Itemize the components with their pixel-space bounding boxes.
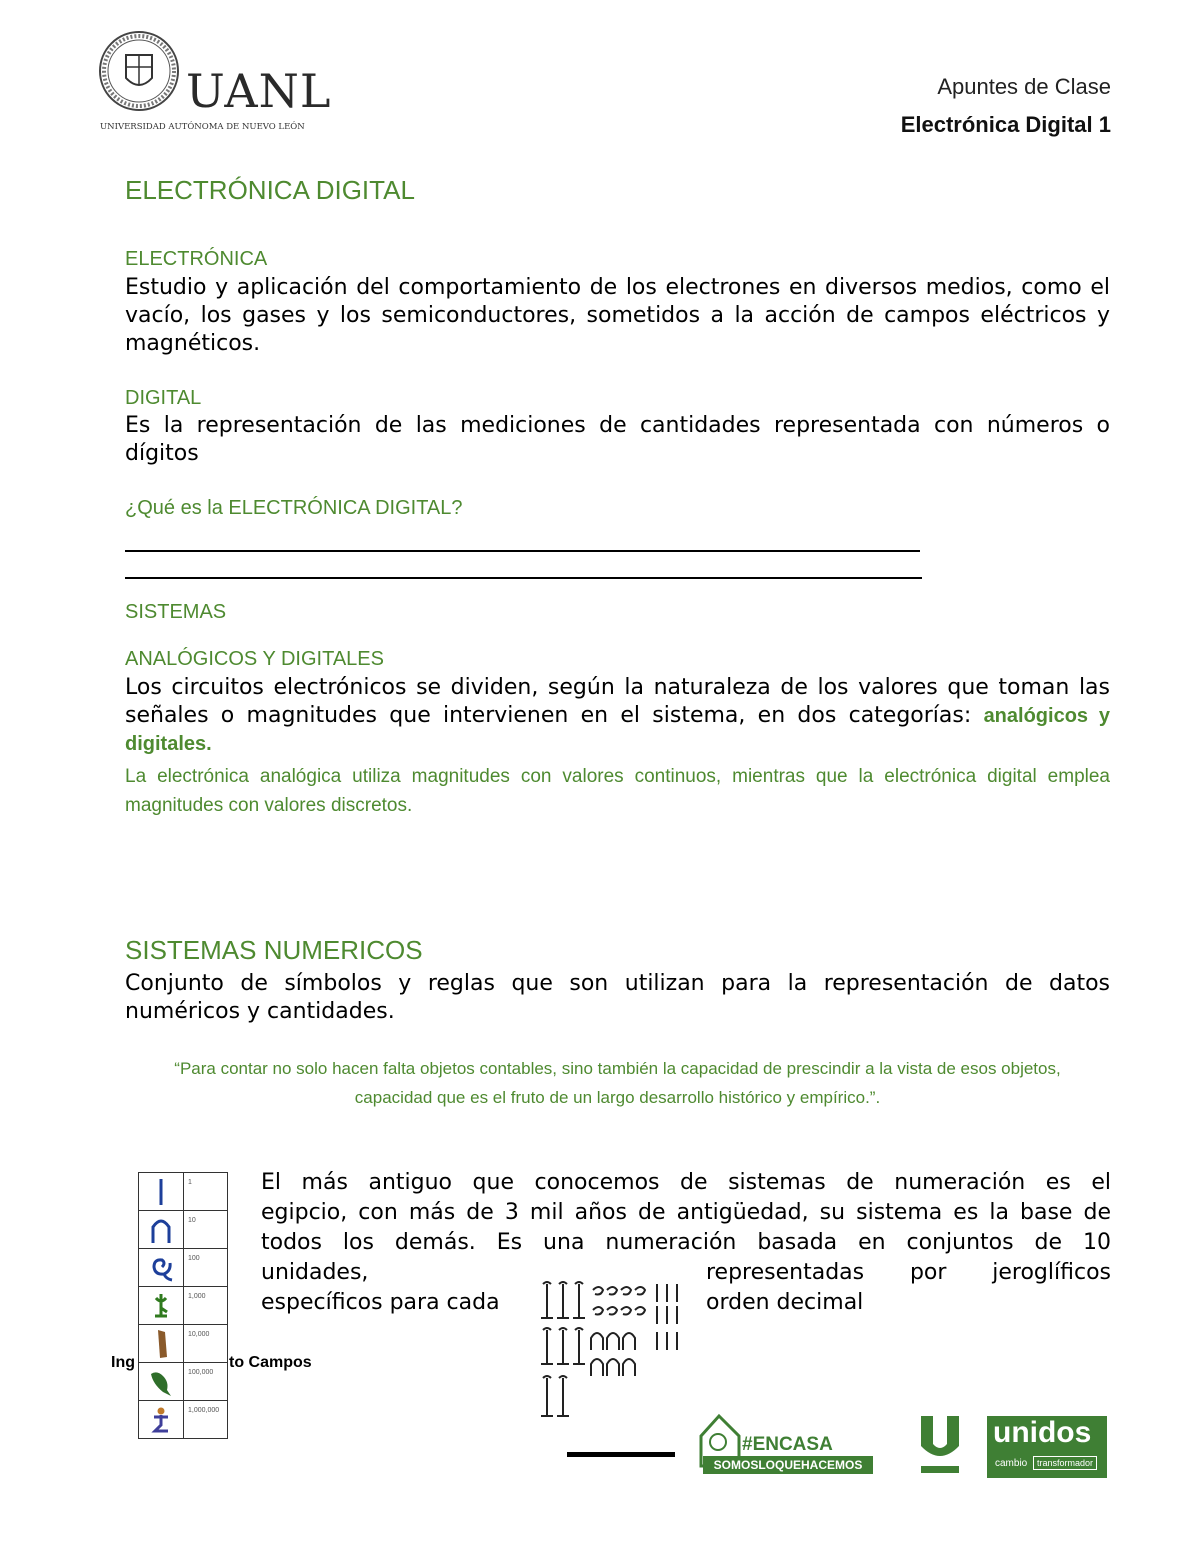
encasa-text: #ENCASA	[742, 1434, 833, 1455]
somos-banner: SOMOSLOQUEHACEMOS	[703, 1456, 873, 1474]
electronica-definition: Estudio y aplicación del comportamiento de los electrones en diversos medios, como el vacío, los gases y los semiconductores, sometidos a la acción de campos eléctricos y magnéticos.	[125, 275, 1110, 356]
underline-bar	[567, 1452, 675, 1457]
u-logo	[917, 1414, 963, 1476]
table-row	[139, 1363, 227, 1401]
header-course-name: Electrónica Digital 1	[900, 112, 1111, 137]
tadpole-hieroglyph-icon	[147, 1366, 175, 1398]
answer-line-2	[125, 577, 922, 579]
u-letter-icon	[917, 1414, 963, 1464]
unidos-text: unidos	[993, 1416, 1092, 1449]
lotus-hieroglyph-icon	[149, 1290, 173, 1322]
egipcio-line-5b: orden decimal	[706, 1290, 864, 1315]
table-row	[139, 1287, 227, 1325]
egipcio-line-1: El más antiguo que conocemos de sistemas de numeración es el	[261, 1170, 1111, 1195]
digital-definition: Es la representación de las mediciones de cantidades representada con números o dígitos	[125, 413, 1110, 466]
logo-subtext: UNIVERSIDAD AUTÓNOMA DE NUEVO LEÓN	[100, 122, 305, 132]
page-title: ELECTRÓNICA DIGITAL	[125, 175, 415, 205]
analogicos-definition: Los circuitos electrónicos se dividen, según la naturaleza de los valores que toman las señales o magnitudes que intervienen en el sistema, en dos categorías:	[125, 675, 1110, 728]
analog-vs-digital-note: La electrónica analógica utiliza magnitudes con valores continuos, mientras que la electrónica digital emplea magnitudes con valores discretos.	[125, 766, 1110, 816]
table-value: 10	[188, 1217, 196, 1224]
stroke-hieroglyph-icon	[151, 1177, 171, 1207]
egipcio-line-4b: representadas por jeroglíficos	[706, 1260, 1111, 1285]
university-seal-icon	[98, 30, 180, 112]
table-value: 10,000	[188, 1331, 210, 1338]
section-heading-numericos: SISTEMAS NUMERICOS	[125, 935, 423, 965]
header-course-type: Apuntes de Clase	[937, 74, 1111, 99]
answer-line-1	[125, 550, 920, 552]
kneeling-god-hieroglyph-icon	[148, 1405, 174, 1435]
cambio-text: cambio	[995, 1458, 1028, 1469]
table-row	[139, 1173, 227, 1211]
caption-right-fragment: to Campos	[229, 1354, 312, 1371]
logo-wordmark: UANL	[186, 64, 332, 118]
table-row	[139, 1249, 227, 1287]
egyptian-numerals-table	[138, 1172, 228, 1439]
table-row	[139, 1401, 227, 1438]
egyptian-number-example-icon	[537, 1280, 687, 1425]
coil-rope-hieroglyph-icon	[148, 1253, 174, 1283]
section-heading-analogicos: ANALÓGICOS Y DIGITALES	[125, 648, 384, 670]
egipcio-line-2: egipcio, con más de 3 mil años de antigüedad, su sistema es la base de	[261, 1200, 1111, 1225]
question-heading: ¿Qué es la ELECTRÓNICA DIGITAL?	[125, 497, 463, 519]
egipcio-line-3: todos los demás. Es una numeración basada en conjuntos de 10	[261, 1230, 1111, 1255]
egipcio-line-5a: específicos para cada	[261, 1290, 500, 1315]
transformador-text: transformador	[1033, 1456, 1097, 1470]
heel-bone-hieroglyph-icon	[149, 1215, 173, 1245]
u-logo-badge	[921, 1466, 959, 1473]
table-value: 100	[188, 1255, 200, 1262]
numericos-definition: Conjunto de símbolos y reglas que son utilizan para la representación de datos numéricos y cantidades.	[125, 971, 1110, 1024]
uanl-logo	[98, 30, 332, 135]
section-heading-sistemas: SISTEMAS	[125, 601, 227, 623]
analogicos-text-block	[125, 674, 1110, 758]
encasa-logo	[697, 1410, 877, 1476]
table-row	[139, 1211, 227, 1249]
numericos-quote: “Para contar no solo hacen falta objetos contables, sino también la capacidad de prescindir a la vista de esos objetos, capacidad que es el fruto de un largo desarrollo histórico y empírico.”.	[174, 1059, 1061, 1107]
table-value: 1	[188, 1179, 192, 1186]
section-heading-electronica: ELECTRÓNICA	[125, 248, 268, 270]
caption-left-fragment: Ing	[111, 1354, 135, 1371]
analogicos-emphasis: analógicos y digitales.	[125, 705, 1110, 755]
finger-hieroglyph-icon	[149, 1327, 173, 1361]
table-value: 100,000	[188, 1369, 214, 1376]
unidos-logo	[987, 1416, 1107, 1478]
table-value: 1,000,000	[188, 1407, 220, 1414]
section-heading-digital: DIGITAL	[125, 387, 202, 409]
egipcio-line-4a: unidades,	[261, 1260, 369, 1285]
table-value: 1,000	[188, 1293, 206, 1300]
table-row	[139, 1325, 227, 1363]
